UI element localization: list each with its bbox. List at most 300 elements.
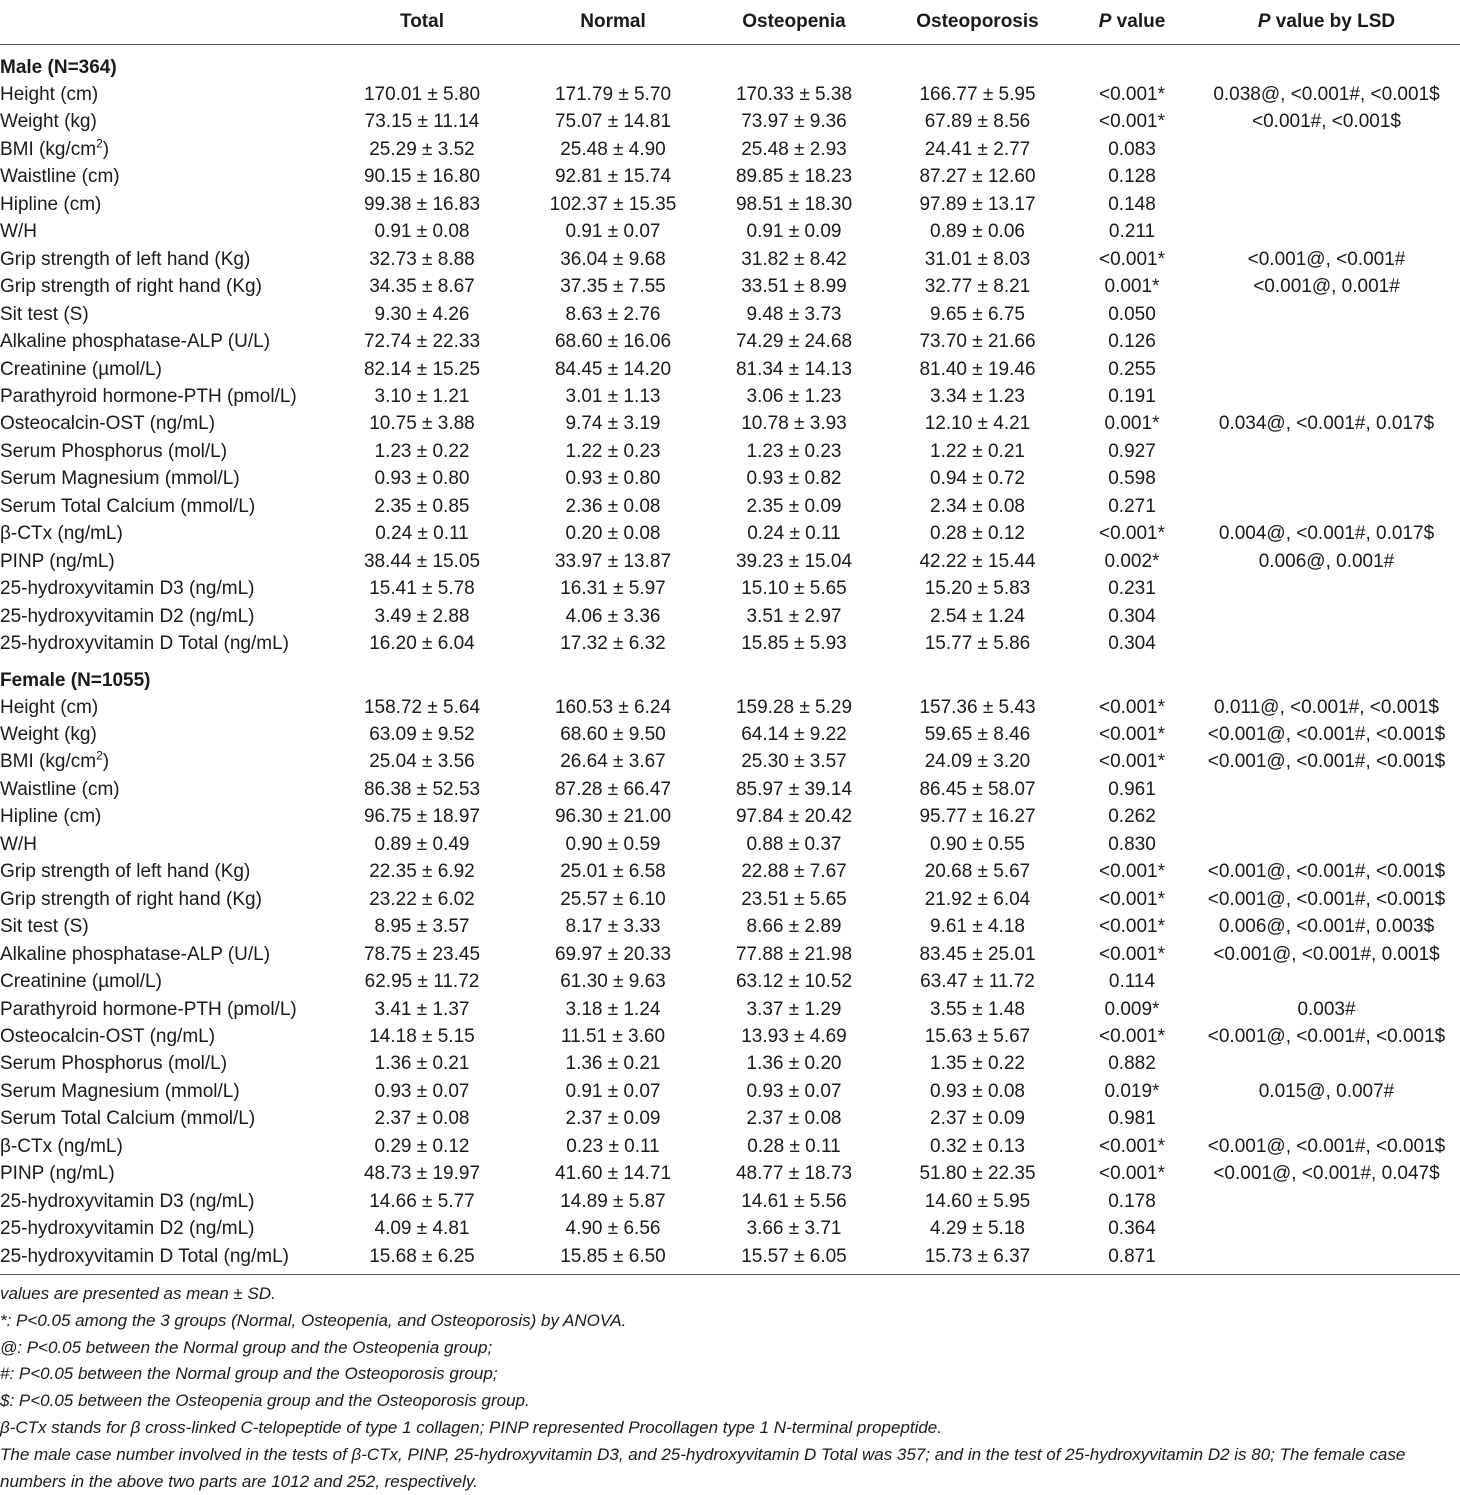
header-row — [0, 0, 1460, 45]
osteoporosis-cell: 15.77 ± 5.86 — [924, 633, 1031, 655]
p-value-cell: 0.001* — [1104, 413, 1160, 435]
osteopenia-cell: 39.23 ± 15.04 — [735, 550, 853, 572]
total-cell: 23.22 ± 6.02 — [369, 888, 475, 910]
p-value-cell: 0.961 — [1108, 778, 1156, 800]
table-row — [0, 913, 1460, 940]
total-cell: 72.74 ± 22.33 — [363, 331, 481, 353]
osteopenia-cell: 73.97 ± 9.36 — [741, 111, 847, 133]
lsd-cell — [1193, 575, 1460, 602]
total-cell: 90.15 ± 16.80 — [363, 166, 481, 188]
osteopenia-cell: 159.28 ± 5.29 — [735, 696, 853, 718]
row-label: Osteocalcin-OST (ng/mL) — [0, 1025, 216, 1047]
lsd-cell — [1193, 803, 1460, 830]
table-row — [0, 694, 1460, 721]
total-cell: 9.30 ± 4.26 — [374, 303, 470, 325]
normal-cell: 15.85 ± 6.50 — [522, 1243, 704, 1275]
osteoporosis-cell: 12.10 ± 4.21 — [924, 413, 1031, 435]
row-label: 25-hydroxyvitamin D3 (ng/mL) — [0, 578, 255, 600]
osteoporosis-cell: 157.36 ± 5.43 — [919, 696, 1036, 718]
normal-cell: 11.51 ± 3.60 — [560, 1025, 666, 1047]
p-value-cell: <0.001* — [1098, 888, 1166, 910]
osteopenia-cell: 0.91 ± 0.09 — [746, 221, 842, 243]
footnote-line: $: P<0.05 between the Osteopenia group and the Osteoporosis group. — [0, 1391, 530, 1411]
osteopenia-cell: 2.37 ± 0.08 — [746, 1108, 842, 1130]
p-value-cell: 0.009* — [1104, 998, 1160, 1020]
header-lsd-text: value by LSD — [1270, 11, 1396, 32]
row-label: Grip strength of left hand (Kg) — [0, 861, 251, 883]
osteoporosis-cell: 0.90 ± 0.55 — [930, 833, 1025, 855]
osteoporosis-cell: 0.89 ± 0.06 — [930, 221, 1025, 243]
osteopenia-cell: 3.51 ± 2.97 — [746, 605, 842, 627]
osteopenia-cell: 0.88 ± 0.37 — [746, 833, 842, 855]
normal-cell: 25.57 ± 6.10 — [560, 888, 666, 910]
table-row — [0, 831, 1460, 858]
table-row — [0, 301, 1460, 328]
osteoporosis-cell: 0.93 ± 0.08 — [930, 1080, 1025, 1102]
total-cell: 3.41 ± 1.37 — [374, 998, 470, 1020]
row-label: Serum Magnesium (mmol/L) — [0, 468, 240, 490]
osteoporosis-cell: 59.65 ± 8.46 — [924, 723, 1031, 745]
header-osteoporosis: Osteoporosis — [884, 0, 1071, 45]
lsd-cell: <0.001@, <0.001#, <0.001$ — [1207, 1025, 1446, 1047]
osteopenia-cell: 1.36 ± 0.20 — [746, 1053, 842, 1075]
normal-cell: 84.45 ± 14.20 — [554, 358, 672, 380]
total-cell: 3.10 ± 1.21 — [374, 385, 470, 407]
table-row — [0, 886, 1460, 913]
p-value-cell: 0.981 — [1108, 1108, 1156, 1130]
total-cell: 10.75 ± 3.88 — [369, 413, 475, 435]
male-section-header — [0, 45, 1460, 82]
row-label: PINP (ng/mL) — [0, 1163, 115, 1185]
osteoporosis-cell: 3.55 ± 1.48 — [930, 998, 1025, 1020]
lsd-cell: 0.034@, <0.001#, 0.017$ — [1218, 413, 1435, 435]
row-label: Height (cm) — [0, 84, 99, 105]
row-label: Serum Phosphorus (mol/L) — [0, 440, 228, 462]
header-normal: Normal — [522, 0, 704, 45]
p-value-cell: <0.001* — [1098, 723, 1166, 745]
row-label: Serum Total Calcium (mmol/L) — [0, 495, 256, 517]
bmi-superscript: 2 — [96, 136, 103, 151]
osteopenia-cell: 1.23 ± 0.23 — [746, 440, 842, 462]
osteoporosis-cell: 67.89 ± 8.56 — [924, 111, 1031, 133]
osteoporosis-cell: 97.89 ± 13.17 — [919, 193, 1036, 215]
p-value-cell: 0.178 — [1108, 1190, 1156, 1212]
total-cell: 0.29 ± 0.12 — [374, 1135, 470, 1157]
total-cell: 25.04 ± 3.56 — [369, 751, 475, 773]
total-cell: 2.35 ± 0.85 — [374, 495, 470, 517]
normal-cell: 8.17 ± 3.33 — [565, 916, 661, 938]
table-row — [0, 1243, 1460, 1275]
total-cell: 62.95 ± 11.72 — [364, 971, 480, 993]
row-label: Hipline (cm) — [0, 193, 102, 215]
total-cell: 14.18 ± 5.15 — [369, 1025, 475, 1047]
lsd-cell: <0.001@, 0.001# — [1253, 276, 1400, 298]
lsd-cell — [1193, 465, 1460, 492]
normal-cell: 3.18 ± 1.24 — [565, 998, 661, 1020]
total-cell: 63.09 ± 9.52 — [369, 723, 475, 745]
lsd-cell — [1193, 356, 1460, 383]
row-label: BMI $(kg/cm^2)$ — [0, 749, 110, 773]
normal-cell: 33.97 ± 13.87 — [554, 550, 672, 572]
normal-cell: 0.93 ± 0.80 — [565, 468, 661, 490]
total-cell: 15.41 ± 5.78 — [369, 578, 475, 600]
p-value-cell: <0.001* — [1098, 916, 1166, 938]
row-label: Sit test (S) — [0, 916, 89, 938]
osteopenia-cell: 98.51 ± 18.30 — [735, 193, 853, 215]
row-label: Weight (kg) — [0, 111, 97, 133]
table-row — [0, 803, 1460, 830]
row-label: Grip strength of right hand (Kg) — [0, 888, 262, 910]
table-row — [0, 1078, 1460, 1105]
total-cell: 4.09 ± 4.81 — [374, 1218, 470, 1240]
normal-cell: 102.37 ± 15.35 — [549, 193, 677, 215]
normal-cell: 75.07 ± 14.81 — [554, 111, 672, 133]
p-value-cell: <0.001* — [1098, 751, 1166, 773]
normal-cell: 26.64 ± 3.67 — [560, 751, 666, 773]
osteoporosis-cell: 0.94 ± 0.72 — [930, 468, 1025, 490]
table-row — [0, 108, 1460, 135]
row-label: Sit test (S) — [0, 303, 89, 325]
lsd-cell: 0.006@, 0.001# — [1258, 550, 1395, 572]
row-label: Waistline (cm) — [0, 778, 120, 800]
osteopenia-cell: 25.30 ± 3.57 — [741, 751, 847, 773]
row-label: β-CTx (ng/mL) — [0, 1135, 123, 1157]
osteopenia-cell: 22.88 ± 7.67 — [741, 861, 847, 883]
osteopenia-cell: 81.34 ± 14.13 — [735, 358, 853, 380]
osteopenia-cell: 170.33 ± 5.38 — [735, 84, 853, 105]
osteopenia-cell: 13.93 ± 4.69 — [741, 1025, 847, 1047]
total-cell: 0.93 ± 0.80 — [374, 468, 470, 490]
lsd-cell: <0.001@, <0.001# — [1247, 248, 1406, 270]
p-value-cell: 0.882 — [1108, 1053, 1156, 1075]
normal-cell: 2.37 ± 0.09 — [565, 1108, 661, 1130]
osteopenia-cell: 33.51 ± 8.99 — [741, 276, 847, 298]
lsd-cell: <0.001@, <0.001#, <0.001$ — [1207, 888, 1446, 910]
lsd-cell — [1193, 218, 1460, 245]
row-label: Creatinine (µmol/L) — [0, 358, 162, 380]
normal-cell: 36.04 ± 9.68 — [560, 248, 666, 270]
lsd-cell — [1193, 630, 1460, 657]
section-title: Female (N=1055) — [0, 669, 151, 691]
total-cell: 73.15 ± 11.14 — [364, 111, 480, 133]
p-value-cell: 0.083 — [1108, 138, 1156, 160]
osteopenia-cell: 77.88 ± 21.98 — [735, 943, 853, 965]
lsd-cell: <0.001@, <0.001#, 0.001$ — [1213, 943, 1440, 965]
osteopenia-cell: 85.97 ± 39.14 — [735, 778, 853, 800]
table-body — [0, 45, 1460, 1275]
osteopenia-cell: 48.77 ± 18.73 — [735, 1163, 853, 1185]
row-label: Serum Magnesium (mmol/L) — [0, 1080, 240, 1102]
table-row — [0, 748, 1460, 775]
osteoporosis-cell: 15.63 ± 5.67 — [924, 1025, 1031, 1047]
osteoporosis-cell: 81.40 ± 19.46 — [919, 358, 1036, 380]
p-value-cell: <0.001* — [1098, 1025, 1166, 1047]
footnote-line: β-CTx stands for β cross-linked C-telopeptide of type 1 collagen; PINP represented Procollagen type 1 N-terminal propeptide. — [0, 1417, 942, 1437]
table-row — [0, 218, 1460, 245]
lsd-cell — [1193, 438, 1460, 465]
osteopenia-cell: 97.84 ± 20.42 — [735, 806, 853, 828]
table-row — [0, 548, 1460, 575]
osteoporosis-cell: 2.34 ± 0.08 — [930, 495, 1025, 517]
total-cell: 158.72 ± 5.64 — [363, 696, 481, 718]
osteoporosis-cell: 1.35 ± 0.22 — [930, 1053, 1025, 1075]
row-label: Grip strength of right hand (Kg) — [0, 276, 262, 298]
row-label: Grip strength of left hand (Kg) — [0, 248, 251, 270]
row-label: 25-hydroxyvitamin D Total (ng/mL) — [0, 633, 289, 655]
normal-cell: 9.74 ± 3.19 — [565, 413, 661, 435]
female-section-header — [0, 658, 1460, 694]
normal-cell: 37.35 ± 7.55 — [560, 276, 666, 298]
row-label: PINP (ng/mL) — [0, 550, 115, 572]
p-value-cell: 0.364 — [1108, 1218, 1156, 1240]
lsd-cell — [1193, 163, 1460, 190]
osteoporosis-cell: 87.27 ± 12.60 — [919, 166, 1036, 188]
header-total: Total — [322, 0, 522, 45]
lsd-cell: <0.001#, <0.001$ — [1252, 111, 1401, 133]
row-label: 25-hydroxyvitamin D2 (ng/mL) — [0, 605, 255, 627]
osteoporosis-cell: 42.22 ± 15.44 — [919, 550, 1036, 572]
osteopenia-cell: 10.78 ± 3.93 — [741, 413, 847, 435]
total-cell: 38.44 ± 15.05 — [363, 550, 481, 572]
normal-cell: 0.20 ± 0.08 — [565, 523, 661, 545]
section-title: Male (N=364) — [0, 57, 117, 78]
normal-cell: 61.30 ± 9.63 — [560, 971, 666, 993]
lsd-cell — [1193, 1215, 1460, 1242]
osteopenia-cell: 0.93 ± 0.82 — [746, 468, 842, 490]
normal-cell: 4.06 ± 3.36 — [565, 605, 661, 627]
osteoporosis-cell: 2.54 ± 1.24 — [930, 605, 1025, 627]
row-label: BMI $(kg/cm^2)$ — [0, 136, 110, 160]
total-cell: 0.93 ± 0.07 — [374, 1080, 470, 1102]
osteopenia-cell: 15.10 ± 5.65 — [741, 578, 847, 600]
osteopenia-cell: 0.24 ± 0.11 — [747, 523, 841, 545]
total-cell: 1.23 ± 0.22 — [374, 440, 470, 462]
p-value-cell: 0.001* — [1104, 276, 1160, 298]
table-row — [0, 630, 1460, 657]
normal-cell: 4.90 ± 6.56 — [565, 1218, 661, 1240]
normal-cell: 0.90 ± 0.59 — [565, 833, 661, 855]
osteoporosis-cell: 2.37 ± 0.09 — [930, 1108, 1025, 1130]
total-cell: 25.29 ± 3.52 — [369, 138, 475, 160]
table-row — [0, 575, 1460, 602]
osteoporosis-cell: 73.70 ± 21.66 — [919, 331, 1036, 353]
p-value-cell: 0.050 — [1108, 303, 1156, 325]
p-value-cell: 0.598 — [1108, 468, 1156, 490]
row-label: Alkaline phosphatase-ALP (U/L) — [0, 943, 271, 965]
row-label: Height (cm) — [0, 696, 99, 718]
row-label: Parathyroid hormone-PTH (pmol/L) — [0, 998, 297, 1020]
table-row — [0, 493, 1460, 520]
p-value-cell: 0.002* — [1104, 550, 1160, 572]
p-value-cell: <0.001* — [1098, 861, 1166, 883]
p-value-cell: 0.927 — [1108, 440, 1156, 462]
osteoporosis-cell: 83.45 ± 25.01 — [919, 943, 1036, 965]
osteopenia-cell: 23.51 ± 5.65 — [741, 888, 847, 910]
lsd-cell — [1193, 968, 1460, 995]
table-row — [0, 273, 1460, 300]
table-row — [0, 1160, 1460, 1187]
total-cell: 86.38 ± 52.53 — [363, 778, 481, 800]
p-value-cell: <0.001* — [1098, 943, 1166, 965]
row-label: W/H — [0, 833, 37, 855]
lsd-cell: <0.001@, <0.001#, <0.001$ — [1207, 723, 1446, 745]
table-row — [0, 1023, 1460, 1050]
lsd-cell — [1193, 328, 1460, 355]
p-value-cell: <0.001* — [1098, 248, 1166, 270]
lsd-cell — [1193, 493, 1460, 520]
table-row — [0, 438, 1460, 465]
total-cell: 78.75 ± 23.45 — [363, 943, 481, 965]
p-value-cell: 0.255 — [1108, 358, 1156, 380]
lsd-cell: 0.015@, 0.007# — [1258, 1080, 1395, 1102]
osteopenia-cell: 3.06 ± 1.23 — [746, 385, 842, 407]
total-cell: 48.73 ± 19.97 — [363, 1163, 481, 1185]
normal-cell: 41.60 ± 14.71 — [554, 1163, 672, 1185]
total-cell: 96.75 ± 18.97 — [363, 806, 481, 828]
normal-cell: 16.31 ± 5.97 — [560, 578, 666, 600]
table-row — [0, 328, 1460, 355]
osteopenia-cell: 8.66 ± 2.89 — [746, 916, 842, 938]
osteopenia-cell: 3.37 ± 1.29 — [746, 998, 842, 1020]
osteopenia-cell: 15.85 ± 5.93 — [741, 633, 847, 655]
total-cell: 32.73 ± 8.88 — [369, 248, 475, 270]
p-value-cell: <0.001* — [1098, 523, 1166, 545]
row-label: 25-hydroxyvitamin D3 (ng/mL) — [0, 1190, 255, 1212]
osteoporosis-cell: 14.60 ± 5.95 — [924, 1190, 1031, 1212]
osteoporosis-cell: 86.45 ± 58.07 — [919, 778, 1036, 800]
osteopenia-cell: 89.85 ± 18.23 — [735, 166, 853, 188]
normal-cell: 0.91 ± 0.07 — [565, 221, 661, 243]
header-lsd-p-letter: P — [1257, 11, 1271, 32]
lsd-cell: 0.038@, <0.001#, <0.001$ — [1213, 84, 1440, 105]
normal-cell: 25.48 ± 4.90 — [560, 138, 666, 160]
p-value-cell: 0.830 — [1108, 833, 1156, 855]
header-blank — [0, 0, 322, 45]
lsd-cell: <0.001@, <0.001#, 0.047$ — [1213, 1163, 1440, 1185]
osteoporosis-cell: 1.22 ± 0.21 — [930, 440, 1025, 462]
total-cell: 34.35 ± 8.67 — [369, 276, 475, 298]
normal-cell: 25.01 ± 6.58 — [560, 861, 666, 883]
osteoporosis-cell: 20.68 ± 5.67 — [924, 861, 1031, 883]
p-value-cell: 0.148 — [1108, 193, 1156, 215]
total-cell: 1.36 ± 0.21 — [374, 1053, 470, 1075]
table-row — [0, 858, 1460, 885]
osteopenia-cell: 74.29 ± 24.68 — [735, 331, 853, 353]
lsd-cell: 0.011@, <0.001#, <0.001$ — [1214, 696, 1439, 718]
normal-cell: 8.63 ± 2.76 — [565, 303, 661, 325]
row-label: β-CTx (ng/mL) — [0, 523, 123, 545]
lsd-cell — [1193, 136, 1460, 163]
normal-cell: 2.36 ± 0.08 — [565, 495, 661, 517]
osteopenia-cell: 31.82 ± 8.42 — [741, 248, 847, 270]
lsd-cell — [1193, 1188, 1460, 1215]
p-value-cell: <0.001* — [1098, 696, 1166, 718]
p-value-cell: 0.231 — [1108, 578, 1156, 600]
footnote-line: #: P<0.05 between the Normal group and the Osteoporosis group; — [0, 1364, 498, 1384]
lsd-cell: <0.001@, <0.001#, <0.001$ — [1207, 751, 1446, 773]
p-value-cell: 0.126 — [1108, 331, 1156, 353]
header-p-value-lsd — [1193, 0, 1460, 45]
total-cell: 82.14 ± 15.25 — [363, 358, 481, 380]
header-osteopenia: Osteopenia — [704, 0, 884, 45]
lsd-cell: 0.006@, <0.001#, 0.003$ — [1218, 916, 1435, 938]
row-label: Waistline (cm) — [0, 166, 120, 188]
bmi-superscript: 2 — [96, 749, 103, 764]
osteoporosis-cell: 0.32 ± 0.13 — [930, 1135, 1025, 1157]
lsd-cell — [1193, 1050, 1460, 1077]
osteoporosis-cell: 3.34 ± 1.23 — [930, 385, 1025, 407]
osteoporosis-cell: 95.77 ± 16.27 — [919, 806, 1036, 828]
lsd-cell — [1193, 383, 1460, 410]
row-label: Parathyroid hormone-PTH (pmol/L) — [0, 385, 297, 407]
osteoporosis-cell: 4.29 ± 5.18 — [930, 1218, 1025, 1240]
table-row — [0, 383, 1460, 410]
p-value-cell: <0.001* — [1098, 1163, 1166, 1185]
table-row — [0, 941, 1460, 968]
table-row — [0, 1105, 1460, 1132]
normal-cell: 14.89 ± 5.87 — [560, 1190, 666, 1212]
lsd-cell — [1193, 1105, 1460, 1132]
osteopenia-cell: 0.28 ± 0.11 — [747, 1135, 841, 1157]
normal-cell: 0.23 ± 0.11 — [566, 1135, 660, 1157]
total-cell: 2.37 ± 0.08 — [374, 1108, 470, 1130]
table-row — [0, 603, 1460, 630]
footnote-line: *: P<0.05 among the 3 groups (Normal, Osteopenia, and Osteoporosis) by ANOVA. — [0, 1310, 627, 1330]
osteopenia-cell: 2.35 ± 0.09 — [746, 495, 842, 517]
osteoporosis-cell: 166.77 ± 5.95 — [919, 84, 1036, 105]
total-cell: 16.20 ± 6.04 — [369, 633, 475, 655]
p-value-cell: 0.114 — [1108, 971, 1156, 993]
lsd-cell — [1193, 191, 1460, 218]
lsd-cell: 0.004@, <0.001#, 0.017$ — [1218, 523, 1435, 545]
p-value-cell: 0.304 — [1108, 605, 1156, 627]
footnote-line: @: P<0.05 between the Normal group and the Osteopenia group; — [0, 1337, 493, 1357]
total-cell: 14.66 ± 5.77 — [369, 1190, 475, 1212]
row-label: Creatinine (µmol/L) — [0, 971, 162, 993]
table-row — [0, 465, 1460, 492]
header-p-value — [1071, 0, 1193, 45]
normal-cell: 68.60 ± 16.06 — [554, 331, 672, 353]
osteoporosis-cell: 15.20 ± 5.83 — [924, 578, 1031, 600]
p-value-cell: 0.128 — [1108, 166, 1156, 188]
osteoporosis-cell: 63.47 ± 11.72 — [920, 971, 1035, 993]
normal-cell: 69.97 ± 20.33 — [554, 943, 672, 965]
osteopenia-cell: 15.57 ± 6.05 — [704, 1243, 884, 1275]
normal-cell: 171.79 ± 5.70 — [554, 84, 672, 105]
osteopenia-cell: 3.66 ± 3.71 — [746, 1218, 842, 1240]
table-row — [0, 81, 1460, 108]
total-cell: 170.01 ± 5.80 — [363, 84, 481, 105]
table-row — [0, 136, 1460, 163]
footnote-line: The male case number involved in the tests of β-CTx, PINP, 25-hydroxyvitamin D3, and 25-hydroxyvitamin D Total was 357; and in the test of 25-hydroxyvitamin D2 is 80; The female case numbers in the above two parts are 1012 and 252, respectively. — [0, 1444, 1406, 1491]
osteoporosis-cell: 15.73 ± 6.37 — [884, 1243, 1071, 1275]
normal-cell: 68.60 ± 9.50 — [560, 723, 666, 745]
total-cell: 8.95 ± 3.57 — [374, 916, 470, 938]
osteoporosis-cell: 9.65 ± 6.75 — [930, 303, 1025, 325]
p-value-cell: 0.271 — [1108, 495, 1156, 517]
lsd-cell — [1193, 603, 1460, 630]
lsd-cell — [1193, 776, 1460, 803]
normal-cell: 87.28 ± 66.47 — [554, 778, 672, 800]
osteoporosis-cell: 24.41 ± 2.77 — [924, 138, 1031, 160]
total-cell: 0.89 ± 0.49 — [374, 833, 470, 855]
osteopenia-cell: 25.48 ± 2.93 — [741, 138, 847, 160]
normal-cell: 96.30 ± 21.00 — [554, 806, 672, 828]
table-row — [0, 996, 1460, 1023]
normal-cell: 1.36 ± 0.21 — [565, 1053, 661, 1075]
lsd-cell: <0.001@, <0.001#, <0.001$ — [1207, 861, 1446, 883]
osteoporosis-cell: 21.92 ± 6.04 — [924, 888, 1031, 910]
